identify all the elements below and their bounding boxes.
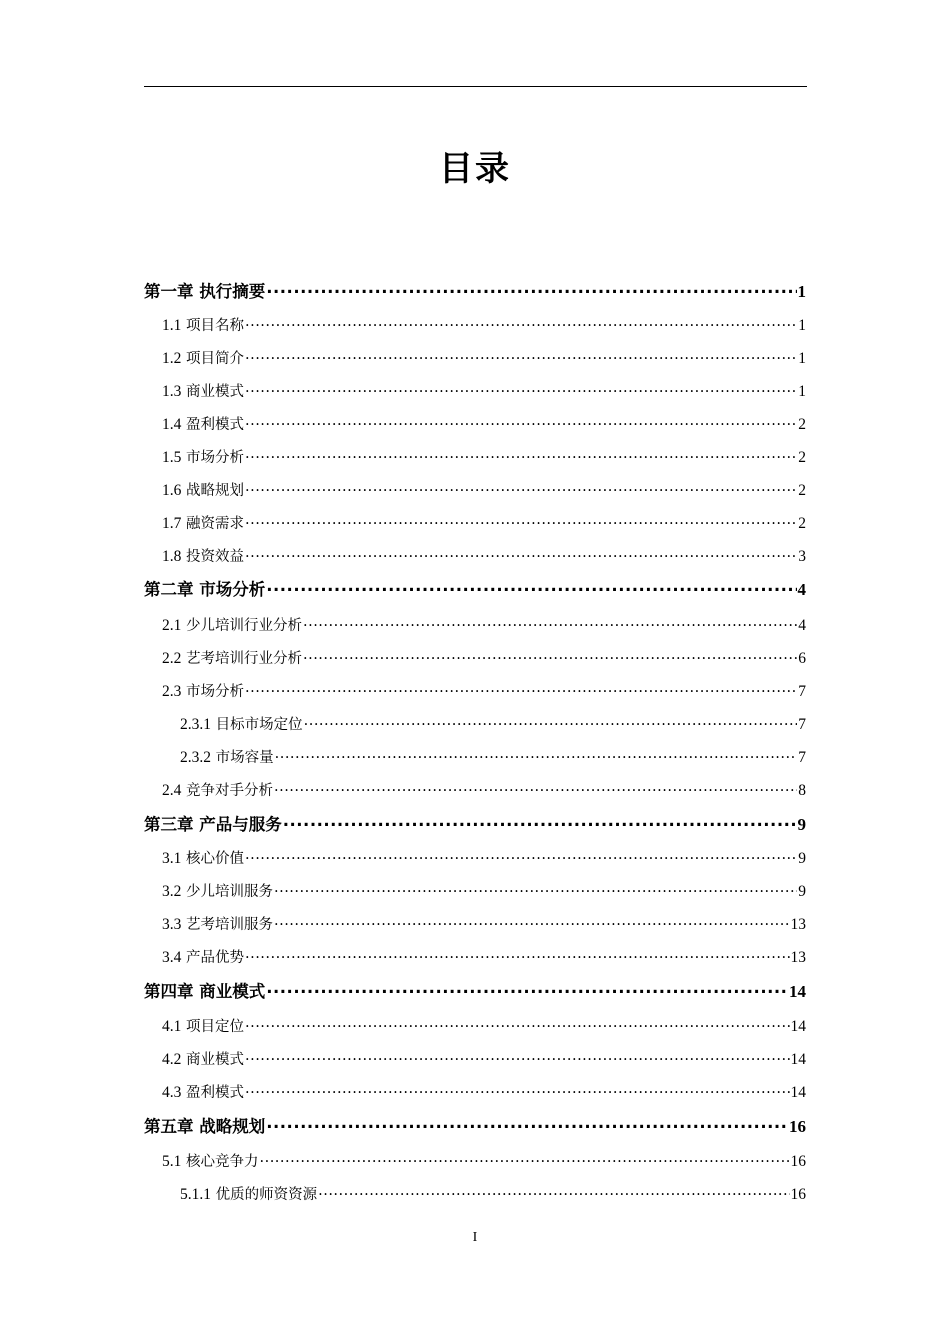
toc-entry-text: 投资效益 bbox=[185, 549, 244, 566]
toc-entry-label bbox=[180, 1183, 317, 1204]
toc-page-number: 8 bbox=[798, 782, 806, 800]
toc-page-number: 9 bbox=[798, 850, 806, 868]
toc-dot-leader bbox=[304, 712, 798, 729]
toc-page-number: 13 bbox=[790, 916, 806, 934]
toc-entry-number: 2.3 bbox=[162, 683, 182, 701]
toc-dot-leader bbox=[245, 412, 797, 429]
toc-entry-label bbox=[162, 347, 244, 368]
toc-entry-label bbox=[162, 1015, 244, 1036]
toc-dot-leader bbox=[245, 346, 797, 363]
toc-entry-number: 5.1 bbox=[162, 1153, 182, 1171]
toc-section-entry[interactable] bbox=[162, 912, 806, 934]
toc-dot-leader bbox=[266, 277, 796, 297]
toc-dot-leader bbox=[245, 679, 797, 696]
toc-entry-text: 核心价值 bbox=[185, 851, 244, 868]
toc-section-entry[interactable] bbox=[162, 379, 806, 401]
toc-entry-label bbox=[180, 746, 274, 767]
toc-entry-label bbox=[162, 680, 244, 701]
toc-section-entry[interactable] bbox=[162, 445, 806, 467]
toc-entry-label bbox=[162, 847, 244, 868]
toc-entry-label bbox=[162, 614, 302, 635]
toc-page-number: 1 bbox=[798, 317, 806, 335]
toc-dot-leader bbox=[245, 478, 797, 495]
toc-entry-number: 4.3 bbox=[162, 1084, 182, 1102]
toc-entry-label bbox=[162, 479, 244, 500]
toc-entry-number: 1.4 bbox=[162, 416, 182, 434]
toc-subsection-entry[interactable] bbox=[180, 712, 806, 734]
toc-entry-label bbox=[162, 1048, 244, 1069]
toc-entry-text: 艺考培训行业分析 bbox=[185, 651, 302, 668]
toc-section-entry[interactable] bbox=[162, 679, 806, 701]
toc-dot-leader bbox=[274, 778, 797, 795]
toc-dot-leader bbox=[266, 575, 796, 595]
toc-entry-text: 目标市场定位 bbox=[215, 717, 303, 734]
toc-page-number: 7 bbox=[798, 683, 806, 701]
toc-dot-leader bbox=[245, 846, 797, 863]
toc-dot-leader bbox=[245, 511, 797, 528]
toc-page-number: 2 bbox=[798, 416, 806, 434]
toc-section-entry[interactable] bbox=[162, 544, 806, 566]
toc-dot-leader bbox=[266, 977, 788, 997]
toc-section-entry[interactable] bbox=[162, 1149, 806, 1171]
toc-entry-text: 项目定位 bbox=[185, 1019, 244, 1036]
toc-section-entry[interactable] bbox=[162, 511, 806, 533]
toc-chapter-label: 第五章 战略规划 bbox=[144, 1116, 266, 1136]
toc-dot-leader bbox=[245, 1080, 790, 1097]
toc-section-entry[interactable] bbox=[162, 778, 806, 800]
toc-entry-number: 1.1 bbox=[162, 317, 182, 335]
footer-page-number: I bbox=[472, 1230, 478, 1245]
toc-page-number: 4 bbox=[798, 617, 806, 635]
page-title: 目录 bbox=[439, 149, 511, 189]
toc-subsection-entry[interactable] bbox=[180, 745, 806, 767]
toc-entry-text: 盈利模式 bbox=[185, 1085, 244, 1102]
toc-chapter-label: 第二章 市场分析 bbox=[144, 579, 266, 599]
toc-dot-leader bbox=[283, 810, 797, 830]
toc-entry-label bbox=[162, 880, 273, 901]
toc-page-number: 4 bbox=[797, 579, 806, 599]
toc-dot-leader bbox=[245, 445, 797, 462]
toc-dot-leader bbox=[245, 1014, 790, 1031]
toc-entry-text: 少儿培训行业分析 bbox=[185, 618, 302, 635]
toc-chapter-entry[interactable] bbox=[144, 575, 806, 600]
toc-entry-number: 3.2 bbox=[162, 883, 182, 901]
toc-chapter-label: 第四章 商业模式 bbox=[144, 981, 266, 1001]
toc-entry-text: 产品优势 bbox=[185, 950, 244, 967]
toc-page-number: 6 bbox=[798, 650, 806, 668]
toc-section-entry[interactable] bbox=[162, 346, 806, 368]
toc-entry-label bbox=[162, 413, 244, 434]
toc-entry-number: 2.2 bbox=[162, 650, 182, 668]
toc-chapter-entry[interactable] bbox=[144, 810, 806, 835]
toc-dot-leader bbox=[274, 912, 790, 929]
toc-chapter-label: 第三章 产品与服务 bbox=[144, 814, 282, 834]
toc-entry-label bbox=[162, 913, 273, 934]
toc-page-number: 2 bbox=[798, 515, 806, 533]
toc-chapter-label: 第一章 执行摘要 bbox=[144, 281, 266, 301]
toc-entry-number: 2.3.1 bbox=[180, 716, 211, 734]
toc-dot-leader bbox=[245, 379, 797, 396]
toc-entry-text: 核心竞争力 bbox=[185, 1154, 259, 1171]
toc-chapter-entry[interactable] bbox=[144, 977, 806, 1002]
toc-entry-number: 1.7 bbox=[162, 515, 182, 533]
toc-dot-leader bbox=[245, 544, 797, 561]
toc-entry-text: 商业模式 bbox=[185, 1052, 244, 1069]
toc-entry-label bbox=[162, 1150, 258, 1171]
toc-entry-number: 1.3 bbox=[162, 383, 182, 401]
toc-entry-number: 2.1 bbox=[162, 617, 182, 635]
toc-entry-text: 市场容量 bbox=[215, 750, 274, 767]
toc-subsection-entry[interactable] bbox=[180, 1182, 806, 1204]
toc-page-number: 2 bbox=[798, 449, 806, 467]
toc-section-entry[interactable] bbox=[162, 945, 806, 967]
toc-page-number: 14 bbox=[790, 1018, 806, 1036]
toc-entry-number: 3.1 bbox=[162, 850, 182, 868]
toc-dot-leader bbox=[303, 613, 797, 630]
toc-page-number: 7 bbox=[798, 716, 806, 734]
toc-section-entry[interactable] bbox=[162, 879, 806, 901]
toc-section-entry[interactable] bbox=[162, 846, 806, 868]
toc-dot-leader bbox=[245, 945, 790, 962]
toc-entry-number: 3.3 bbox=[162, 916, 182, 934]
toc-dot-leader bbox=[275, 745, 798, 762]
toc-section-entry[interactable] bbox=[162, 1080, 806, 1102]
toc-entry-label bbox=[162, 1081, 244, 1102]
toc-dot-leader bbox=[266, 1112, 788, 1132]
toc-section-entry[interactable] bbox=[162, 646, 806, 668]
toc-page-number: 16 bbox=[790, 1153, 806, 1171]
toc-page-number: 14 bbox=[790, 1051, 806, 1069]
toc-section-entry[interactable] bbox=[162, 313, 806, 335]
toc-entry-text: 项目名称 bbox=[185, 318, 244, 335]
toc-entry-number: 2.3.2 bbox=[180, 749, 211, 767]
toc-page-number: 16 bbox=[789, 1116, 806, 1136]
toc-dot-leader bbox=[245, 313, 797, 330]
toc-section-entry[interactable] bbox=[162, 1047, 806, 1069]
toc-entry-text: 盈利模式 bbox=[185, 417, 244, 434]
toc-entry-label bbox=[162, 446, 244, 467]
toc-entry-number: 5.1.1 bbox=[180, 1186, 211, 1204]
toc-section-entry[interactable] bbox=[162, 1014, 806, 1036]
toc-entry-number: 2.4 bbox=[162, 782, 182, 800]
toc-entry-text: 优质的师资资源 bbox=[215, 1187, 318, 1204]
toc-entry-text: 商业模式 bbox=[185, 384, 244, 401]
toc-entry-label bbox=[180, 713, 303, 734]
toc-entry-label bbox=[162, 314, 244, 335]
toc-entry-label bbox=[162, 647, 302, 668]
toc-page-number: 13 bbox=[790, 949, 806, 967]
toc-entry-label bbox=[162, 380, 244, 401]
toc-entry-label bbox=[162, 779, 273, 800]
toc-chapter-entry[interactable] bbox=[144, 277, 806, 302]
toc-chapter-entry[interactable] bbox=[144, 1112, 806, 1137]
toc-page-number: 1 bbox=[797, 281, 806, 301]
toc-page-number: 14 bbox=[790, 1084, 806, 1102]
toc-entry-label bbox=[162, 946, 244, 967]
toc-entry-text: 市场分析 bbox=[185, 684, 244, 701]
toc-dot-leader bbox=[318, 1182, 789, 1199]
toc-entry-text: 市场分析 bbox=[185, 450, 244, 467]
toc-entry-number: 1.6 bbox=[162, 482, 182, 500]
toc-entry-number: 1.5 bbox=[162, 449, 182, 467]
toc-page-number: 3 bbox=[798, 548, 806, 566]
toc-section-entry[interactable] bbox=[162, 412, 806, 434]
toc-entry-number: 1.2 bbox=[162, 350, 182, 368]
toc-page-number: 2 bbox=[798, 482, 806, 500]
toc-page-number: 9 bbox=[798, 883, 806, 901]
toc-entry-text: 少儿培训服务 bbox=[185, 884, 273, 901]
toc-page-number: 14 bbox=[789, 981, 806, 1001]
toc-entry-text: 艺考培训服务 bbox=[185, 917, 273, 934]
toc-page-number: 1 bbox=[798, 350, 806, 368]
toc-page-number: 9 bbox=[797, 814, 806, 834]
toc-section-entry[interactable] bbox=[162, 478, 806, 500]
toc-dot-leader bbox=[274, 879, 797, 896]
toc-entry-label bbox=[162, 545, 244, 566]
toc-page-number: 16 bbox=[790, 1186, 806, 1204]
toc-entry-label bbox=[162, 512, 244, 533]
toc-dot-leader bbox=[259, 1149, 789, 1166]
toc-entry-text: 战略规划 bbox=[185, 483, 244, 500]
toc-entry-number: 4.2 bbox=[162, 1051, 182, 1069]
toc-page-number: 7 bbox=[798, 749, 806, 767]
toc-entry-number: 3.4 bbox=[162, 949, 182, 967]
toc-dot-leader bbox=[303, 646, 797, 663]
toc-section-entry[interactable] bbox=[162, 613, 806, 635]
toc-page-number: 1 bbox=[798, 383, 806, 401]
toc-entry-text: 项目简介 bbox=[185, 351, 244, 368]
toc-entry-text: 融资需求 bbox=[185, 516, 244, 533]
toc-entry-text: 竞争对手分析 bbox=[185, 783, 273, 800]
toc-entry-number: 4.1 bbox=[162, 1018, 182, 1036]
toc-dot-leader bbox=[245, 1047, 790, 1064]
toc-entry-number: 1.8 bbox=[162, 548, 182, 566]
